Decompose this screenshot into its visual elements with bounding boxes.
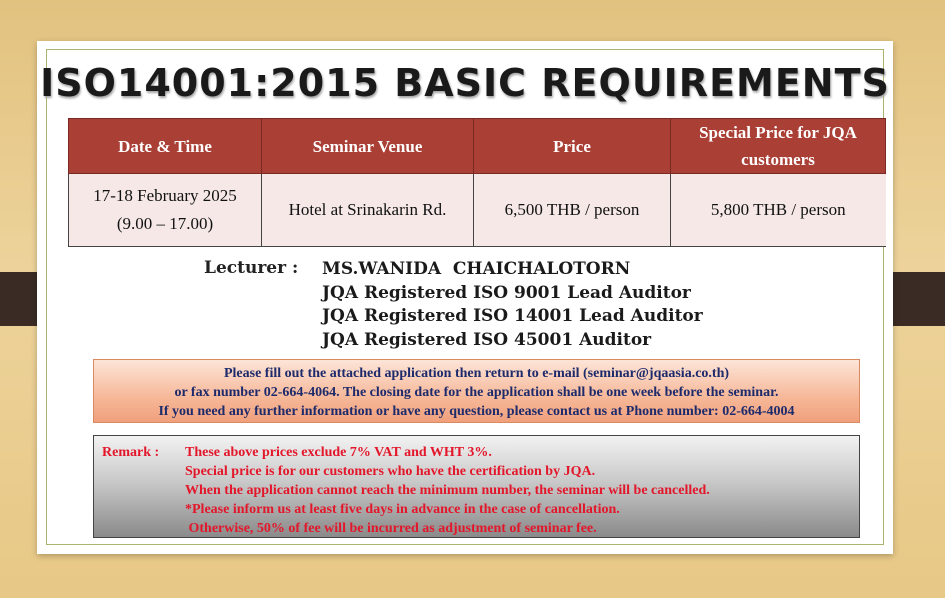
remark-box: [93, 435, 860, 538]
lecturer-credential: JQA Registered ISO 45001 Auditor: [322, 329, 652, 350]
remark-line: *Please inform us at least five days in advance in the case of cancellation.: [185, 502, 620, 517]
lecturer-details: [322, 258, 703, 352]
cell-special-price: 5,800 THB / person: [671, 174, 886, 247]
right-strap: [887, 272, 945, 326]
time-text: (9.00 – 17.00): [116, 214, 214, 233]
cell-venue: Hotel at Srinakarin Rd.: [262, 174, 474, 247]
table-header-row: [69, 119, 886, 174]
info-line: Please fill out the attached application then return to e-mail (seminar@jqaasia.co.th): [223, 366, 730, 381]
remark-line: Otherwise, 50% of fee will be incurred as adjustment of seminar fee.: [185, 521, 597, 536]
remark-line: When the application cannot reach the minimum number, the seminar will be cancelled.: [185, 483, 710, 498]
info-line: If you need any further information or have any question, please contact us at Phone number: 02-664-4004: [158, 404, 795, 419]
header-price: Price: [474, 119, 671, 174]
table-row: [69, 174, 886, 247]
lecturer-credential: JQA Registered ISO 14001 Lead Auditor: [322, 306, 703, 326]
info-line: or fax number 02-664-4064. The closing date for the application shall be one week before the seminar.: [174, 385, 779, 400]
cell-price: 6,500 THB / person: [474, 174, 671, 247]
lecturer-label: Lecturer :: [204, 258, 299, 278]
seminar-card: [37, 41, 893, 554]
remark-line: Special price is for our customers who have the certification by JQA.: [185, 464, 596, 479]
header-date-time: Date & Time: [69, 119, 262, 174]
lecturer-credential: JQA Registered ISO 9001 Lead Auditor: [322, 282, 691, 303]
remark-text: [185, 443, 710, 538]
lecturer-name: MS.WANIDA CHAICHALOTORN: [322, 259, 631, 279]
remark-line: These above prices exclude 7% VAT and WHT 3%.: [185, 445, 492, 460]
date-text: 17-18 February 2025: [93, 186, 237, 205]
application-info-box: [93, 359, 860, 423]
header-venue: Seminar Venue: [262, 119, 474, 174]
cell-date-time: [69, 174, 262, 247]
schedule-table: [68, 118, 886, 247]
header-special-price: Special Price for JQA customers: [671, 119, 886, 174]
remark-label: Remark :: [102, 445, 160, 460]
page-title: ISO14001:2015 BASIC REQUIREMENTS: [40, 61, 890, 105]
